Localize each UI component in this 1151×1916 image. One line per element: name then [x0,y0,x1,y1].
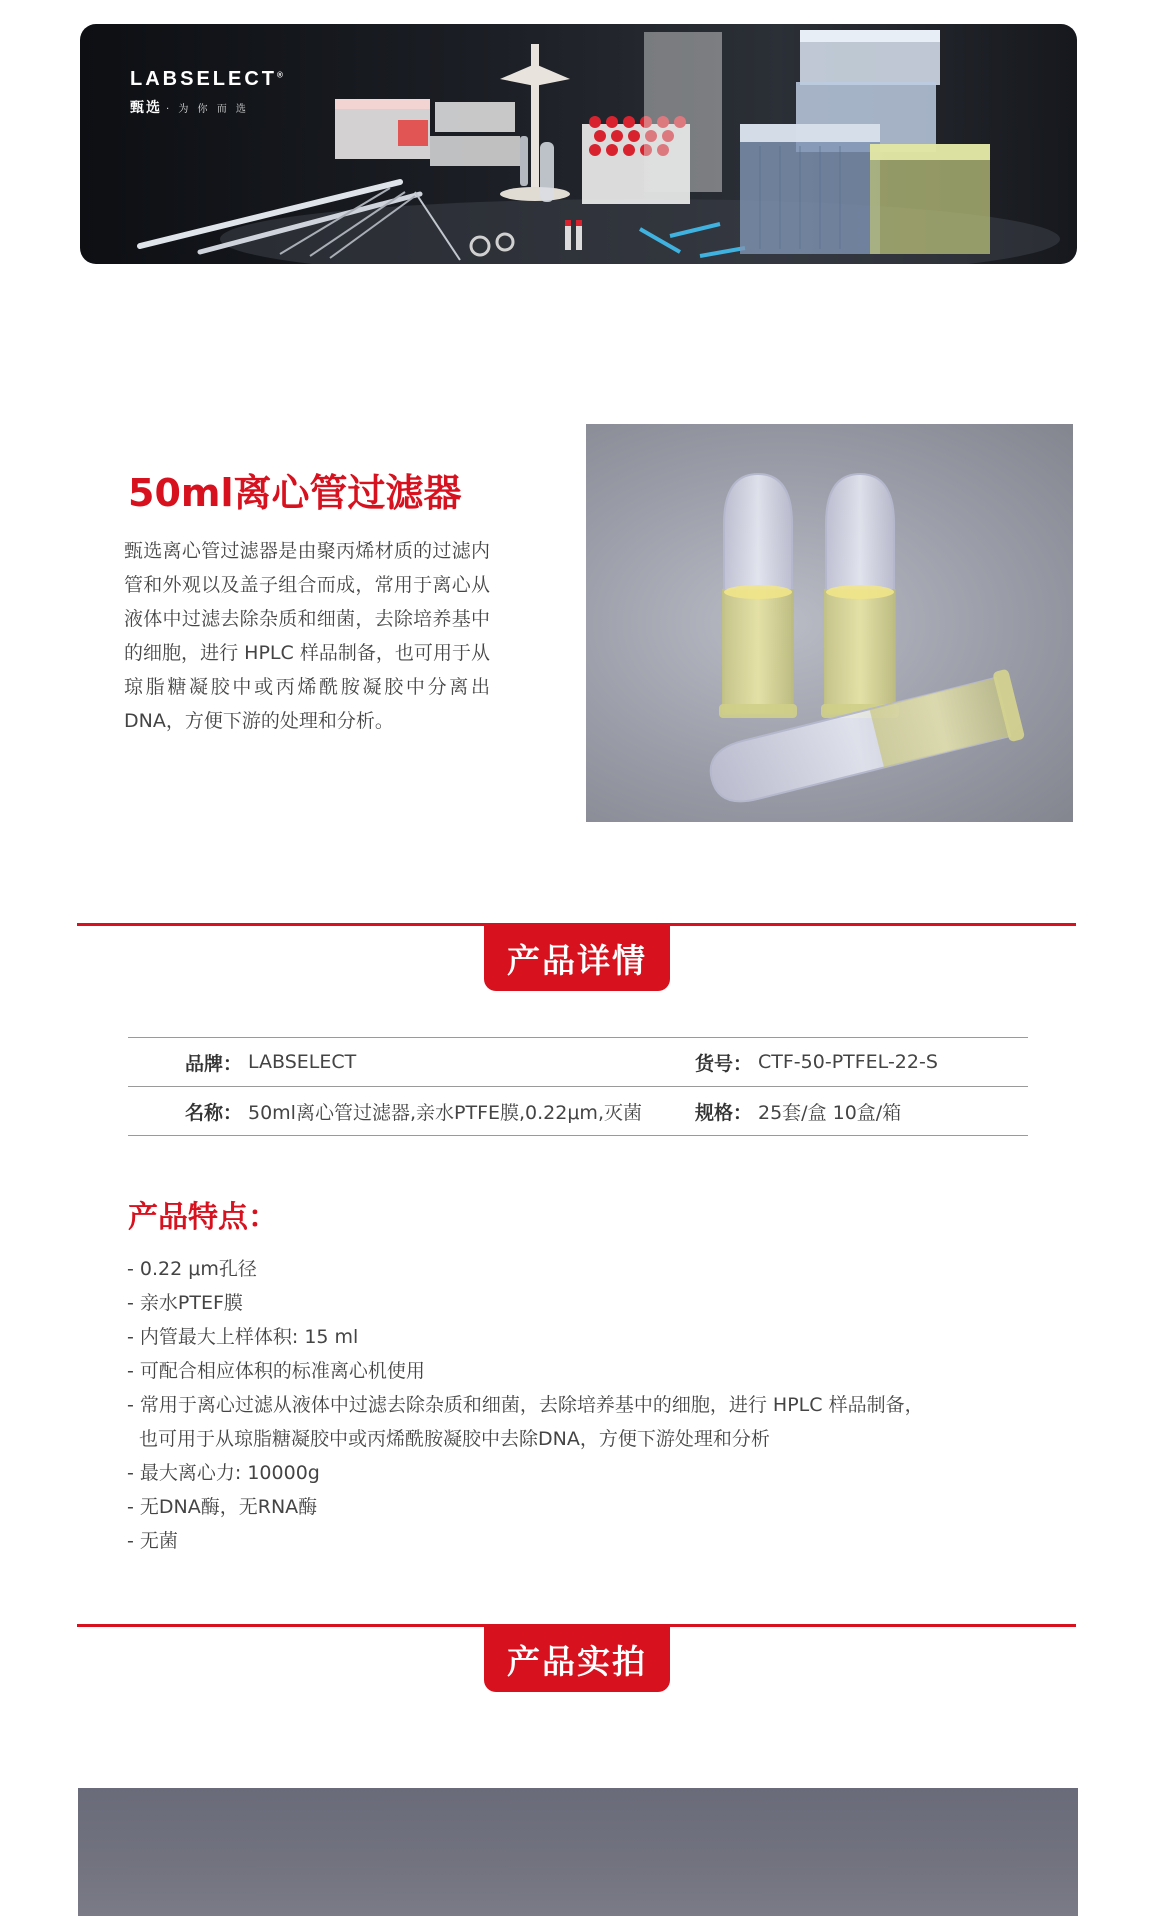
list-item [127,1388,924,1456]
logo-tagline: 甄选 · 为 你 而 选 [130,100,249,116]
spec-label: 品牌： [184,1052,242,1075]
table-row [128,1087,1028,1136]
product-photo-gallery [78,1788,1078,1916]
list-item: - 最大离心力: 10000g [127,1462,320,1484]
spec-value: CTF-50-PTFEL-22-S [758,1051,938,1073]
list-item: - 可配合相应体积的标准离心机使用 [127,1360,425,1382]
brand-logo [130,68,283,117]
centrifuge-filter-illustration [586,424,1073,822]
lab-products-illustration [80,24,1077,264]
spec-label: 货号： [694,1052,752,1075]
list-item: - 亲水PTEF膜 [127,1292,243,1314]
list-item-text: - 常用于离心过滤从液体中过滤去除杂质和细菌，去除培养基中的细胞，进行 HPLC 样品制备， [127,1394,924,1416]
product-title: 50ml离心管过滤器 [128,471,462,515]
spec-table [128,1037,1028,1136]
logo-wordmark: LABSELECT® [130,68,283,90]
features-heading: 产品特点： [128,1200,278,1235]
product-description: 甄选离心管过滤器是由聚丙烯材质的过滤内管和外观以及盖子组合而成，常用于离心从液体中过滤去除杂质和细菌，去除培养基中的细胞，进行 HPLC 样品制备，也可用于从琼脂糖凝胶中或丙烯酰胺凝胶中分离出DNA，方便下游的处理和分析。 [124,540,490,732]
spec-label: 名称： [184,1101,242,1124]
hero-banner [80,24,1077,264]
spec-value: LABSELECT [248,1051,357,1073]
section-tab-details: 产品详情 [484,925,670,991]
list-item: - 0.22 μm孔径 [127,1258,257,1280]
product-photo [586,424,1073,822]
section-tab-photos: 产品实拍 [484,1626,670,1692]
spec-label: 规格： [694,1101,752,1124]
list-item: - 无DNA酶，无RNA酶 [127,1496,318,1518]
list-item: - 内管最大上样体积: 15 ml [127,1326,359,1348]
list-item-continuation: 也可用于从琼脂糖凝胶中或丙烯酰胺凝胶中去除DNA，方便下游处理和分析 [139,1428,770,1450]
table-row [128,1038,1028,1087]
list-item: - 无菌 [127,1530,178,1552]
features-list [127,1252,924,1558]
spec-value: 25套/盒 10盒/箱 [758,1101,902,1124]
spec-value: 50ml离心管过滤器,亲水PTFE膜,0.22μm,灭菌 [248,1101,642,1124]
